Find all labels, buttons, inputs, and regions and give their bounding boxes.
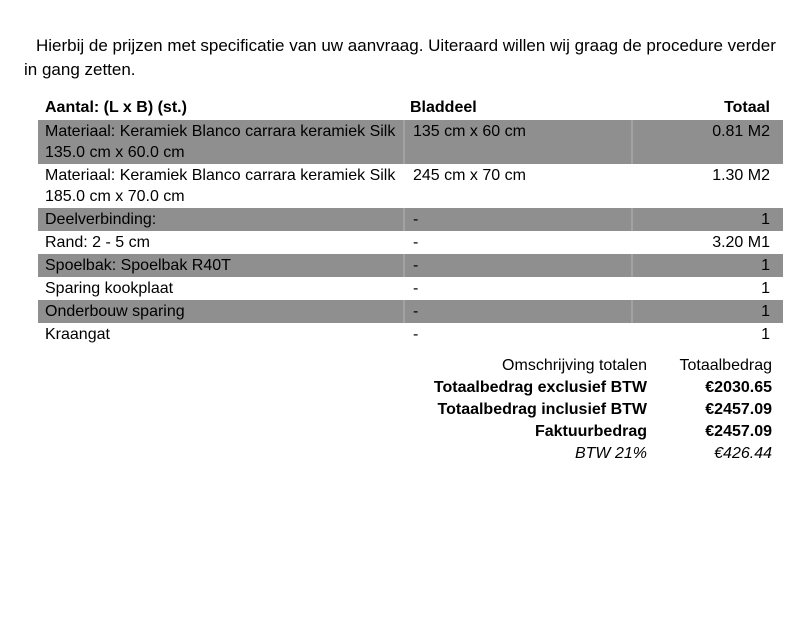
- description-line1: Spoelbak: Spoelbak R40T: [45, 257, 231, 274]
- column-header-totaal: Totaal: [724, 99, 770, 116]
- table-row: [38, 164, 783, 208]
- cell-bladdeel: -: [413, 326, 419, 343]
- table-row: [38, 323, 783, 346]
- cell-bladdeel: -: [413, 234, 419, 251]
- cell-bladdeel: 135 cm x 60 cm: [403, 120, 631, 164]
- totals-row-excl-btw: [277, 377, 772, 399]
- column-header-bladdeel: Bladdeel: [410, 99, 477, 116]
- cell-totaal: 1.30 M2: [712, 167, 770, 184]
- cell-totaal: 1: [631, 254, 783, 277]
- cell-description: [38, 120, 403, 164]
- totals-label: BTW 21%: [574, 445, 647, 462]
- cell-description: [38, 323, 403, 346]
- cell-totaal: 0.81 M2: [631, 120, 783, 164]
- table-row: [38, 120, 783, 164]
- cell-totaal: 1: [631, 208, 783, 231]
- totals-header-value: Totaalbedrag: [679, 357, 772, 374]
- totals-header-label: Omschrijving totalen: [502, 357, 647, 374]
- table-row: [38, 254, 783, 277]
- totals-label: Faktuurbedrag: [534, 423, 647, 440]
- description-line1: Rand: 2 - 5 cm: [45, 234, 150, 251]
- totals-row-faktuurbedrag: [277, 421, 772, 443]
- totals-value: €2457.09: [705, 423, 772, 440]
- description-line1: Materiaal: Keramiek Blanco carrara keramiek Silk: [45, 167, 396, 184]
- table-row: [38, 208, 783, 231]
- cell-bladdeel: 245 cm x 70 cm: [413, 167, 526, 184]
- cell-totaal: 1: [631, 300, 783, 323]
- totals-value: €2030.65: [705, 379, 772, 396]
- cell-description: [38, 277, 403, 300]
- description-line1: Kraangat: [45, 326, 110, 343]
- totals-table: [277, 355, 772, 465]
- totals-label: Totaalbedrag inclusief BTW: [437, 401, 647, 418]
- totals-value: €426.44: [714, 445, 772, 462]
- intro-paragraph: Hierbij de prijzen met specificatie van uw aanvraag. Uiteraard willen wij graag de procedure verder in gang zetten.: [24, 36, 776, 79]
- totals-value: €2457.09: [705, 401, 772, 418]
- column-header-aantal: Aantal: (L x B) (st.): [45, 99, 187, 116]
- description-line2: 185.0 cm x 70.0 cm: [45, 188, 185, 205]
- cell-totaal: 3.20 M1: [712, 234, 770, 251]
- cell-bladdeel: -: [403, 300, 631, 323]
- description-line1: Onderbouw sparing: [45, 303, 185, 320]
- description-line1: Deelverbinding:: [45, 211, 157, 228]
- cell-bladdeel: -: [413, 280, 419, 297]
- cell-description: [38, 164, 403, 208]
- cell-description: [38, 254, 403, 277]
- cell-description: [38, 300, 403, 323]
- items-table: [38, 96, 783, 346]
- table-row: [38, 277, 783, 300]
- table-row: [38, 300, 783, 323]
- cell-bladdeel: -: [403, 208, 631, 231]
- totals-row-incl-btw: [277, 399, 772, 421]
- cell-bladdeel: -: [403, 254, 631, 277]
- table-row: [38, 231, 783, 254]
- totals-label: Totaalbedrag exclusief BTW: [433, 379, 647, 396]
- description-line2: 135.0 cm x 60.0 cm: [45, 144, 185, 161]
- totals-row-btw: [277, 443, 772, 465]
- cell-description: [38, 231, 403, 254]
- description-line1: Sparing kookplaat: [45, 280, 174, 297]
- description-line1: Materiaal: Keramiek Blanco carrara keramiek Silk: [45, 123, 396, 140]
- cell-totaal: 1: [761, 280, 770, 297]
- items-table-header-row: [38, 96, 783, 120]
- cell-description: [38, 208, 403, 231]
- totals-header-row: [277, 355, 772, 377]
- cell-totaal: 1: [761, 326, 770, 343]
